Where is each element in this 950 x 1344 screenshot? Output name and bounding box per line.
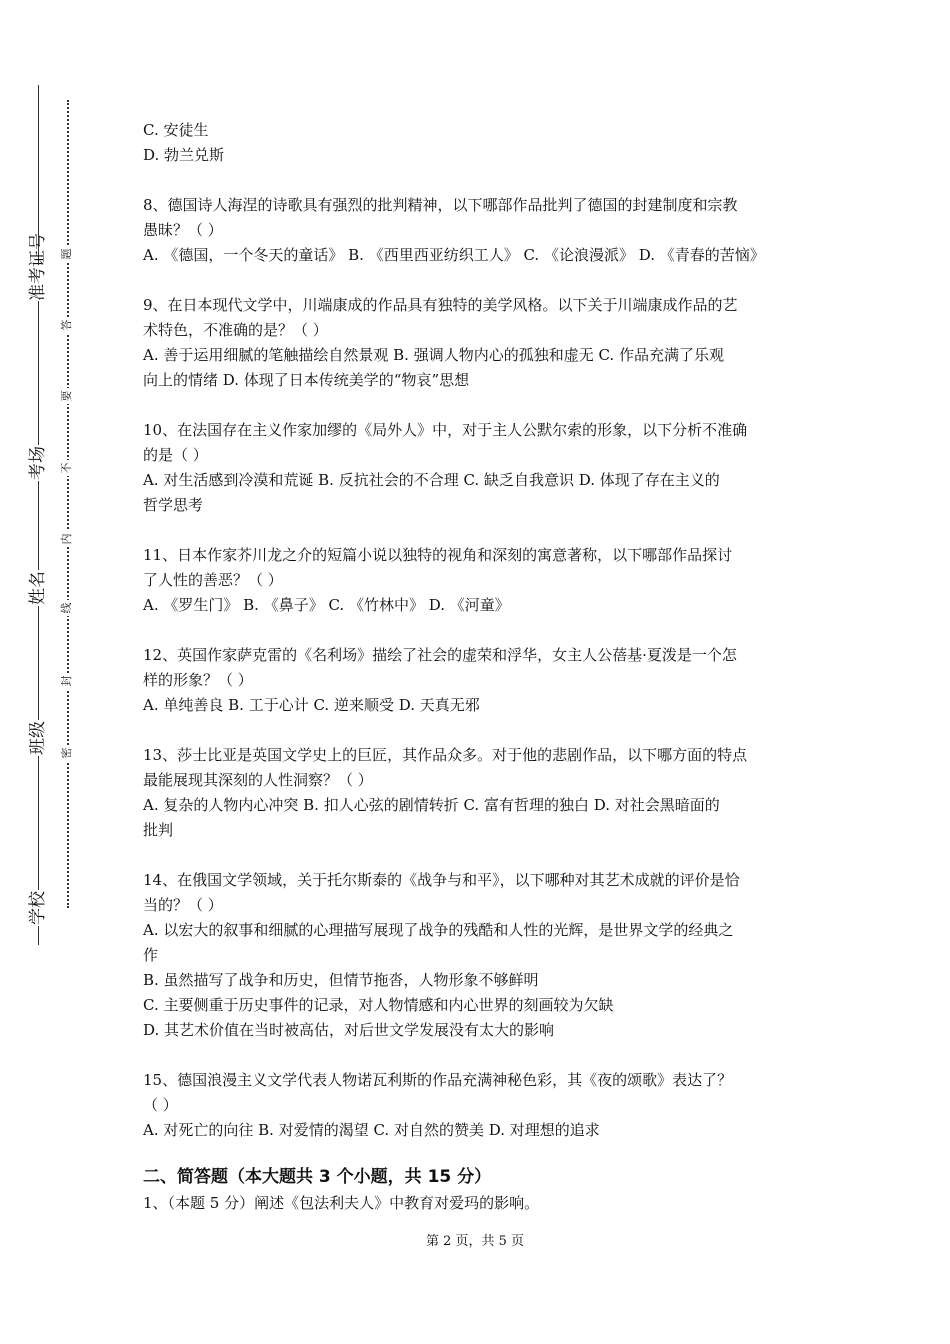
seal-char: 封 [59, 673, 75, 689]
margin-label-class: 班级 [20, 720, 56, 756]
question-stem: 14、在俄国文学领域，关于托尔斯泰的《战争与和平》，以下哪种对其艺术成就的评价是恰 [143, 871, 740, 889]
question-15 [143, 1068, 809, 1143]
option-line: A. 单纯善良 B. 工于心计 C. 逆来顺受 D. 天真无邪 [143, 696, 480, 714]
option-line: B. 虽然描写了战争和历史，但情节拖沓，人物形象不够鲜明 [143, 971, 539, 989]
question-stem: 15、德国浪漫主义文学代表人物诺瓦利斯的作品充满神秘色彩，其《夜的颂歌》表达了？ [143, 1071, 733, 1089]
option-line: 向上的情绪 D. 体现了日本传统美学的“物哀”思想 [143, 371, 470, 389]
question-stem: （ ） [143, 1096, 178, 1114]
seal-char: 答 [59, 317, 75, 333]
seal-char: 不 [59, 460, 75, 476]
option-line: A. 以宏大的叙事和细腻的心理描写展现了战争的残酷和人性的光辉，是世界文学的经典之 [143, 921, 734, 939]
question-10 [143, 418, 809, 518]
question-14 [143, 868, 809, 1043]
question-11 [143, 543, 809, 618]
short-answer-question-1: 1、（本题 5 分）阐述《包法利夫人》中教育对爱玛的影响。 [143, 1194, 540, 1212]
option-line: A. 《德国，一个冬天的童话》 B. 《西里西亚纺织工人》 C. 《论浪漫派》 D. 《青春的苦恼》 [143, 246, 765, 264]
option-line: C. 主要侧重于历史事件的记录，对人物情感和内心世界的刻画较为欠缺 [143, 996, 614, 1014]
margin-label-school: 学校 [20, 890, 56, 926]
question-stem: 的是（ ） [143, 446, 208, 464]
question-9 [143, 293, 809, 393]
question-stem: 样的形象？（ ） [143, 671, 253, 689]
option-line: 哲学思考 [143, 496, 204, 514]
margin-label-ticket-number: 准考证号 [20, 265, 56, 301]
margin-label-name: 姓名 [20, 570, 56, 606]
question-stem: 9、在日本现代文学中，川端康成的作品具有独特的美学风格。以下关于川端康成作品的艺 [143, 296, 738, 314]
option-line: A. 善于运用细腻的笔触描绘自然景观 B. 强调人物内心的孤独和虚无 C. 作品充满了乐观 [143, 346, 724, 364]
option-line: A. 复杂的人物内心冲突 B. 扣人心弦的剧情转折 C. 富有哲理的独白 D. 对社会黑暗面的 [143, 796, 720, 814]
binding-dotted-line [67, 100, 69, 908]
section-title: 二、简答题（本大题共 3 个小题，共 15 分） [143, 1167, 492, 1187]
question-stem: 了人性的善恶？（ ） [143, 571, 283, 589]
seal-char: 要 [59, 388, 75, 404]
binding-solid-line [38, 85, 39, 945]
option-line: A. 《罗生门》 B. 《鼻子》 C. 《竹林中》 D. 《河童》 [143, 596, 510, 614]
seal-char: 线 [59, 600, 75, 616]
margin-label-exam-room: 考场 [20, 445, 56, 481]
question-8 [143, 193, 809, 268]
option-line: 批判 [143, 821, 174, 839]
seal-char: 内 [59, 531, 75, 547]
question-stem: 愚昧？（ ） [143, 221, 223, 239]
question-stem: 13、莎士比亚是英国文学史上的巨匠，其作品众多。对于他的悲剧作品，以下哪方面的特点 [143, 746, 748, 764]
question-stem: 8、德国诗人海涅的诗歌具有强烈的批判精神，以下哪部作品批判了德国的封建制度和宗教 [143, 196, 738, 214]
question-stem: 最能展现其深刻的人性洞察？（ ） [143, 771, 373, 789]
page-number: 第 2 页，共 5 页 [425, 1234, 525, 1249]
seal-char: 题 [59, 246, 75, 262]
option-line: D. 勃兰兑斯 [143, 146, 225, 164]
question-stem: 术特色，不准确的是？（ ） [143, 321, 328, 339]
binding-margin [0, 0, 110, 1344]
option-line: D. 其艺术价值在当时被高估，对后世文学发展没有太大的影响 [143, 1021, 555, 1039]
option-line: A. 对死亡的向往 B. 对爱情的渴望 C. 对自然的赞美 D. 对理想的追求 [143, 1121, 600, 1139]
question-12 [143, 643, 809, 718]
option-line: 作 [143, 946, 159, 964]
question-stem: 12、英国作家萨克雷的《名利场》描绘了社会的虚荣和浮华，女主人公蓓基·夏泼是一个怎 [143, 646, 737, 664]
option-line: A. 对生活感到冷漠和荒诞 B. 反抗社会的不合理 C. 缺乏自我意识 D. 体现了存在主义的 [143, 471, 720, 489]
question-13 [143, 743, 809, 843]
question-stem: 当的？（ ） [143, 896, 223, 914]
question-content [143, 118, 809, 1216]
previous-question-options [143, 118, 809, 168]
seal-char: 密 [59, 745, 75, 761]
question-stem: 11、日本作家芥川龙之介的短篇小说以独特的视角和深刻的寓意著称，以下哪部作品探讨 [143, 546, 733, 564]
question-stem: 10、在法国存在主义作家加缪的《局外人》中，对于主人公默尔索的形象，以下分析不准确 [143, 421, 748, 439]
option-line: C. 安徒生 [143, 121, 209, 139]
